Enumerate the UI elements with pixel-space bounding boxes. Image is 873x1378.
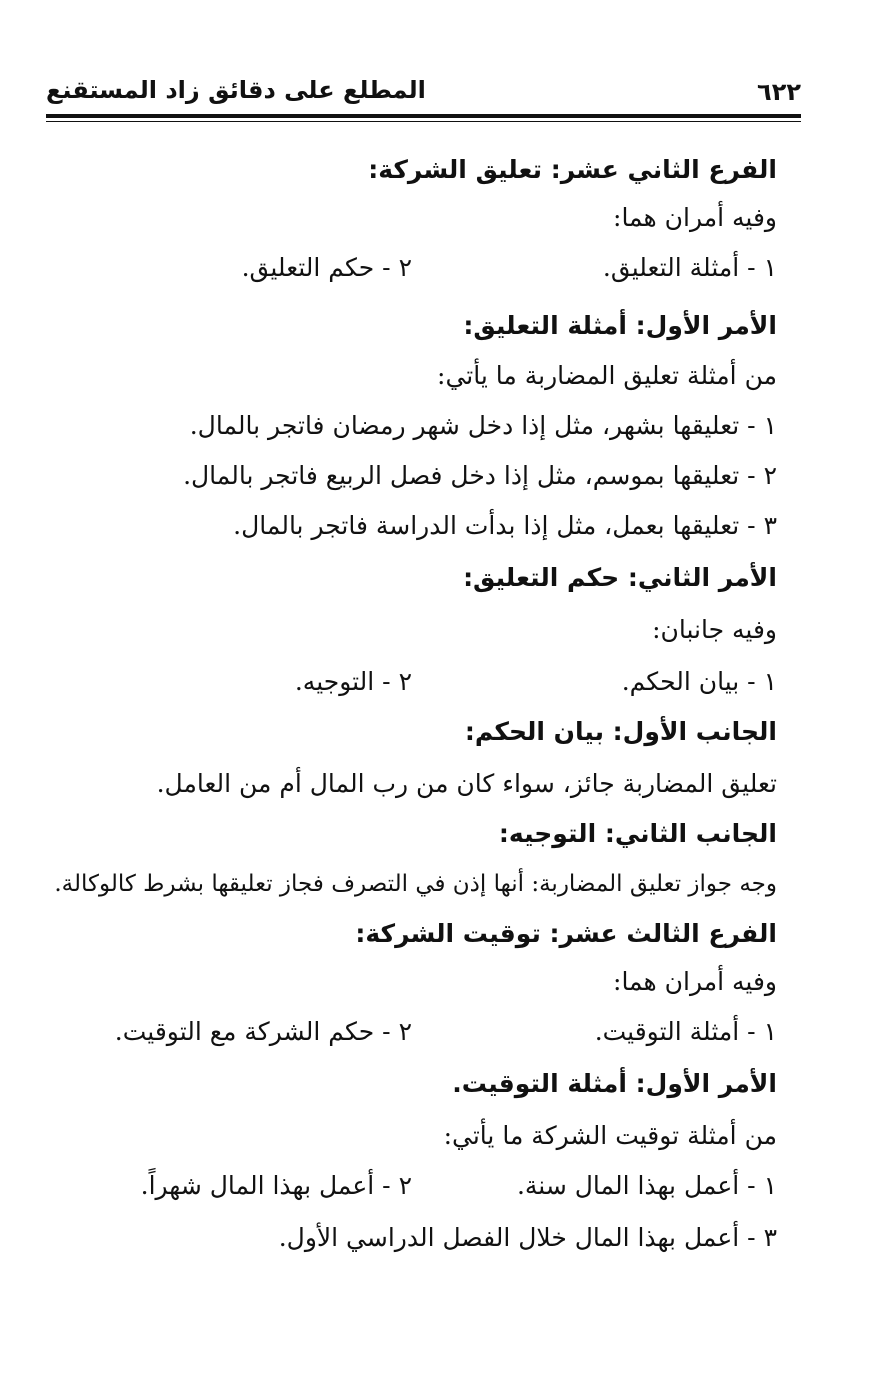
list-item: ٢ - تعليقها بموسم، مثل إذا دخل فصل الربيع فاتجر بالمال. [183, 461, 777, 490]
list-item: ١ - أمثلة التعليق. [602, 253, 777, 282]
list-item: ٢ - حكم التعليق. [241, 253, 412, 282]
list-item: ١ - تعليقها بشهر، مثل إذا دخل شهر رمضان فاتجر بالمال. [189, 411, 777, 440]
list-item: ١ - بيان الحكم. [621, 667, 777, 696]
list-item: ١ - أمثلة التوقيت. [594, 1017, 777, 1046]
intro-text: وفيه أمران هما: [613, 967, 777, 996]
list-item: ٣ - تعليقها بعمل، مثل إذا بدأت الدراسة فاتجر بالمال. [233, 511, 777, 540]
list-item: ٢ - حكم الشركة مع التوقيت. [114, 1017, 412, 1046]
intro-text: وفيه أمران هما: [613, 203, 777, 232]
book-title: المطلع على دقائق زاد المستقنع [46, 76, 426, 104]
body-text: تعليق المضاربة جائز، سواء كان من رب المال أم من العامل. [156, 769, 777, 798]
intro-text: وفيه جانبان: [652, 615, 777, 644]
body-text: من أمثلة توقيت الشركة ما يأتي: [443, 1121, 777, 1150]
list-item: ٢ - أعمل بهذا المال شهراً. [140, 1171, 412, 1200]
subheading: الجانب الأول: بيان الحكم: [464, 717, 777, 746]
header-rule-thick [46, 114, 801, 118]
body-text: من أمثلة تعليق المضاربة ما يأتي: [437, 361, 777, 390]
header-rule-thin [46, 121, 801, 122]
list-row [100, 1170, 777, 1202]
page-number: ٦٢٢ [757, 78, 801, 106]
list-row [100, 1016, 777, 1048]
list-item: ١ - أعمل بهذا المال سنة. [516, 1171, 777, 1200]
subheading: الجانب الثاني: التوجيه: [498, 819, 777, 848]
page-header [46, 72, 801, 112]
list-item: ٣ - أعمل بهذا المال خلال الفصل الدراسي الأول. [278, 1223, 777, 1252]
list-row [100, 252, 777, 284]
subheading: الأمر الثاني: حكم التعليق: [463, 563, 777, 592]
list-row [100, 666, 777, 698]
subheading: الأمر الأول: أمثلة التوقيت. [452, 1069, 777, 1098]
section-heading-13: الفرع الثالث عشر: توقيت الشركة: [355, 919, 777, 948]
list-item: ٢ - التوجيه. [294, 667, 412, 696]
section-heading-12: الفرع الثاني عشر: تعليق الشركة: [368, 155, 777, 184]
subheading: الأمر الأول: أمثلة التعليق: [463, 311, 777, 340]
body-text: وجه جواز تعليق المضاربة: أنها إذن في التصرف فجاز تعليقها بشرط كالوكالة. [54, 871, 777, 897]
